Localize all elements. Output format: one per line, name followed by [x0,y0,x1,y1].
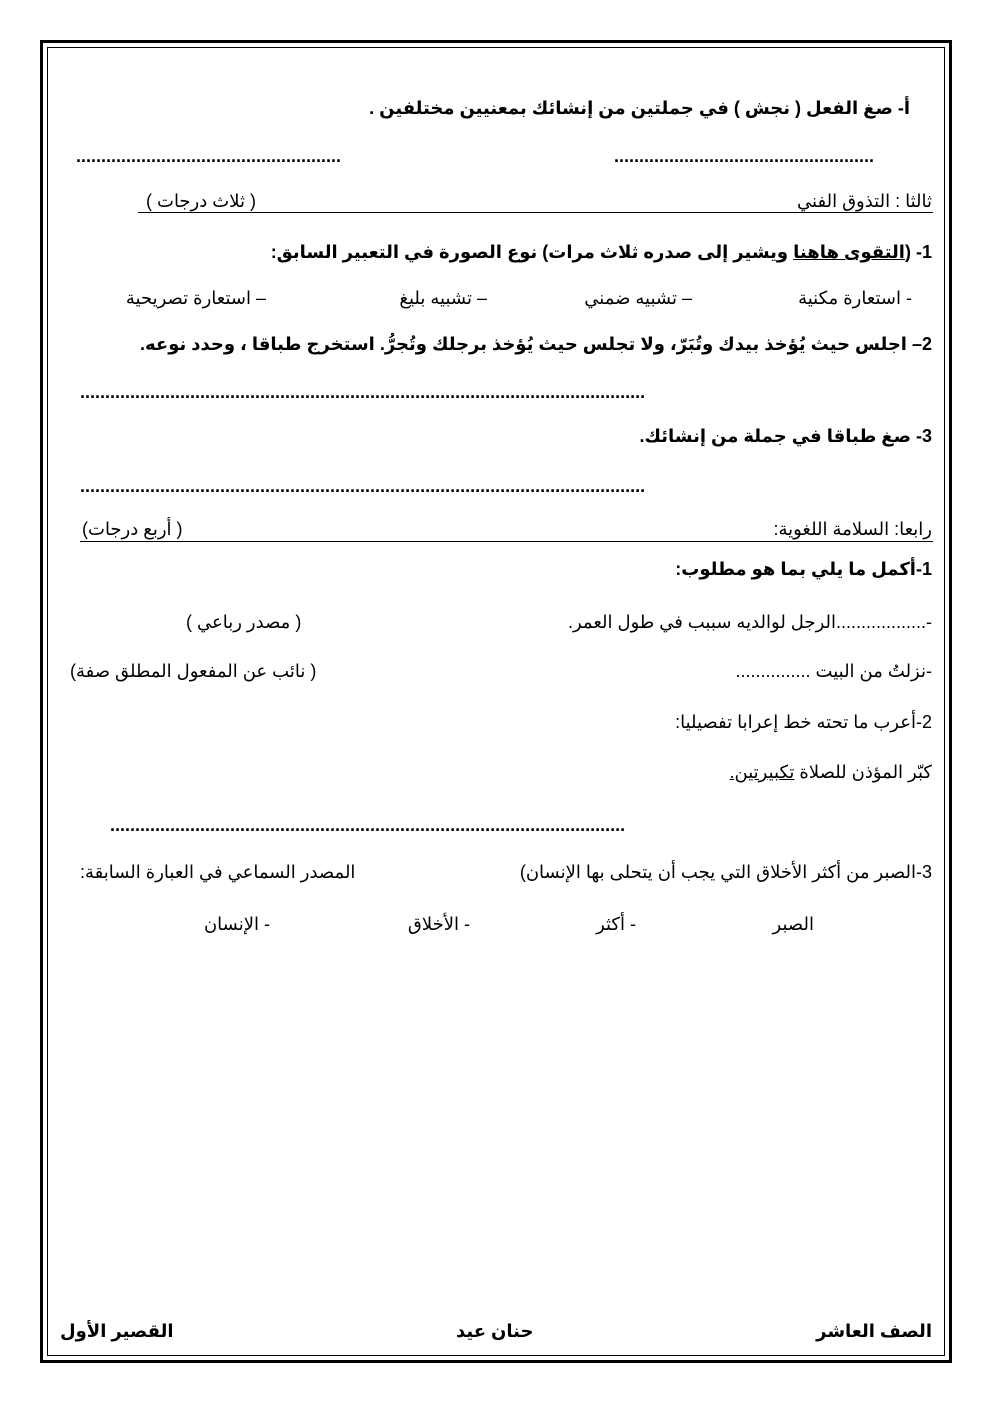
s4-q1-item1: -..................الرجل لوالديه سببب في طول العمر. [567,612,932,632]
q1-option: – تشبيه ضمني [584,288,692,308]
section3-title: ثالثا : التذوق الفني [797,191,932,211]
s4-q2-sentence-underlined: تكبيرتين. [729,762,795,782]
s4-q2-sentence [730,760,932,784]
q3-text: 3- صغ طباقا في جملة من إنشائك. [639,426,932,446]
s4-q3-option: الصبر [772,914,814,934]
q2-text: 2– اجلس حيث يُؤخذ بيدك وتُبَرّ، ولا تجلس حيث يُؤخذ برجلك وتُجرُّ. استخرج طباقا ، وحدد نوعه. [139,334,932,354]
q1-quote-open: ( [904,242,911,262]
s4-q2-sentence-plain: كبّر المؤذن للصلاة [794,762,932,782]
section-a-instruction: أ- صغ الفعل ( نجش ) في جملتين من إنشائك بمعنيين مختلفين . [369,98,910,118]
s4-q3-option: - الإنسان [203,914,270,934]
answer-dots: ................................................................................................................. [80,382,646,402]
footer-teacher: حنان عيد [456,1321,534,1341]
q1-quote-rest: ويشير إلى صدره ثلاث مرات) [542,242,794,262]
section4-underline [80,541,933,542]
q1-option: – استعارة تصريحية [125,288,266,308]
q1-quote-underlined: التقوى هاهنا [793,242,905,262]
q1-option: - استعارة مكنية [798,288,912,308]
s4-q2-title: 2-أعرب ما تحته خط إعرابا تفصيليا: [675,712,932,732]
s4-q3-option: - الأخلاق [407,914,470,934]
section3-marks: ( ثلاث درجات ) [146,191,256,211]
answer-dots: ..................................................... [76,146,342,166]
q1-number: 1- [915,242,932,262]
s4-q1-item2: -نزلتُ من البيت ............... [735,661,932,681]
s4-q3-question: المصدر السماعي في العبارة السابقة: [80,862,356,882]
section4-marks: ( أربع درجات) [82,519,183,539]
footer-quiz: القصير الأول [60,1321,174,1341]
footer-grade: الصف العاشر [816,1321,932,1341]
s4-q1-title: 1-أكمل ما يلي بما هو مطلوب: [675,559,932,579]
s4-q1-item2-hint: ( نائب عن المفعول المطلق صفة) [70,661,317,681]
answer-dots: .................................................... [614,146,875,166]
answer-dots: ....................................................................................................... [110,815,626,835]
s4-q3-option: - أكثر [596,914,636,934]
q1-line [271,240,932,264]
section3-underline [138,212,933,213]
s4-q3-text: 3-الصبر من أكثر الأخلاق التي يجب أن يتحلى بها الإنسان) [519,862,932,882]
s4-q1-item1-hint: ( مصدر رباعي ) [186,612,302,632]
section4-title: رابعا: السلامة اللغوية: [773,519,932,539]
q1-question: نوع الصورة في التعبير السابق: [270,242,543,262]
answer-dots: ................................................................................................................. [80,476,646,496]
q1-option: – تشبيه بليغ [399,288,487,308]
